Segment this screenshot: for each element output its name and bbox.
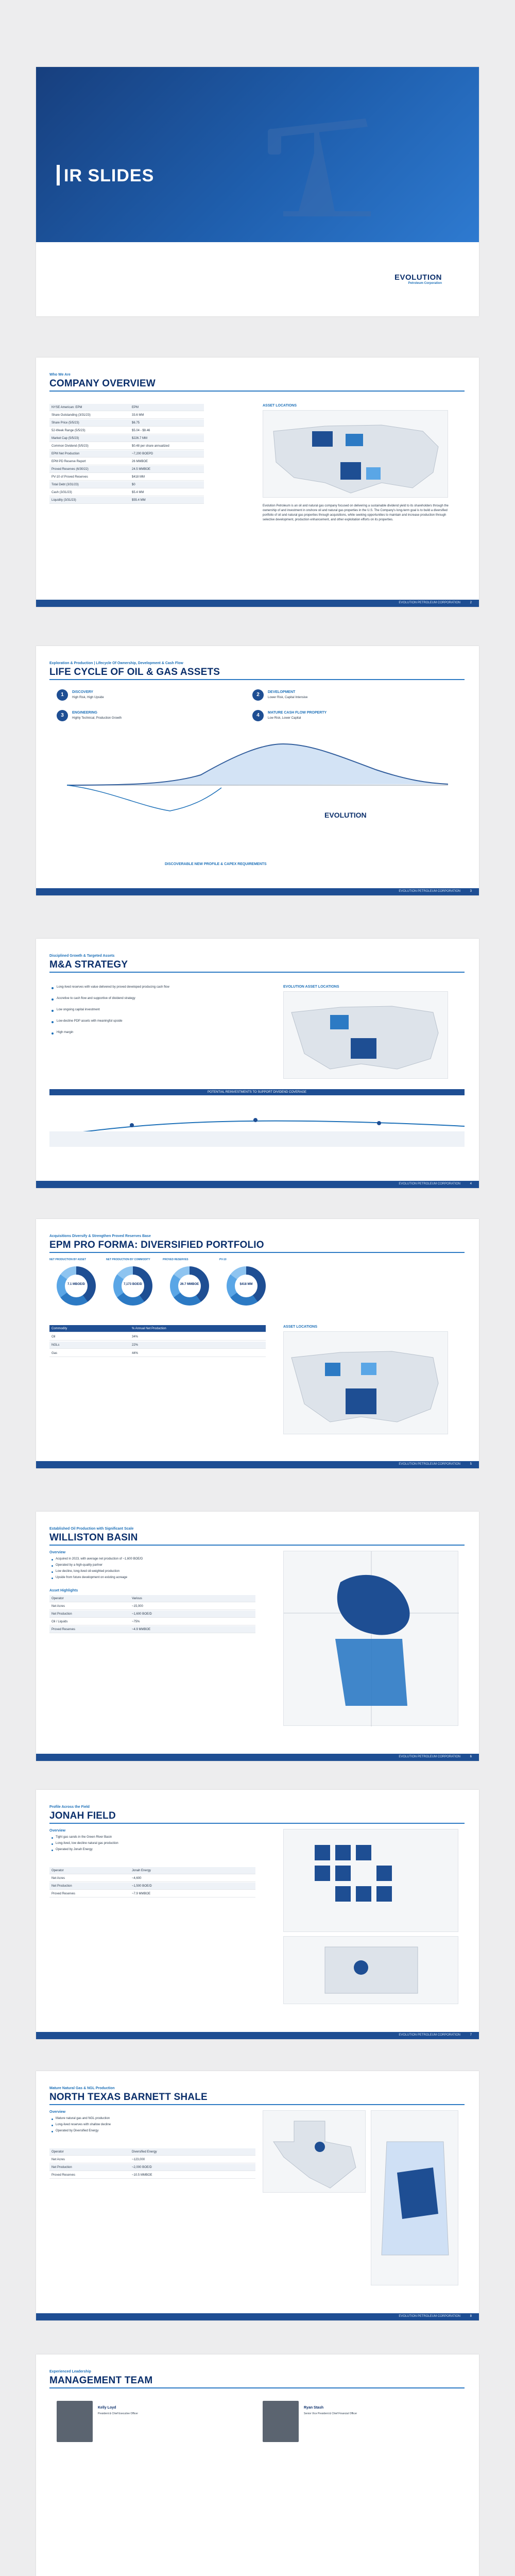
commodity-value: 22% [132, 1344, 139, 1347]
pro-forma-donut-hole [235, 1275, 258, 1297]
commodity-row [49, 1342, 266, 1349]
pro-forma-map [283, 1331, 448, 1434]
overview-row [49, 489, 204, 496]
slide-title: EPM PRO FORMA: DIVERSIFIED PORTFOLIO [49, 1240, 264, 1250]
overview-row-value: $55.4 MM [132, 499, 146, 502]
jonah-row-key: Proved Reserves [52, 1892, 76, 1895]
slide-kicker: Mature Natural Gas & NGL Production [49, 2087, 115, 2090]
overview-row-value: 26 MMBOE [132, 460, 148, 463]
overview-heading: Overview [49, 1829, 66, 1833]
williston-row [49, 1595, 255, 1602]
commodity-row [49, 1350, 266, 1357]
williston-row-key: Operator [52, 1597, 64, 1600]
management-photo [263, 2401, 299, 2442]
overview-row-key: Proved Reserves (6/30/22) [52, 468, 89, 471]
overview-row-key: Common Dividend (5/5/23) [52, 445, 89, 448]
williston-bullet: Operated by a high-quality partner [56, 1564, 103, 1567]
slide-kicker: Experienced Leadership [49, 2370, 91, 2374]
overview-heading: Overview [49, 1551, 66, 1554]
overview-row-key: EPM PD Reserve Report [52, 460, 86, 463]
pro-forma-label: NET PRODUCTION BY COMMODITY [106, 1258, 150, 1261]
slide-kicker: Exploration & Production | Lifecycle Of Ownership, Development & Cash Flow [49, 662, 183, 665]
barnett-row [49, 2156, 255, 2163]
williston-row [49, 1618, 255, 1625]
jonah-row-key: Net Acres [52, 1877, 65, 1880]
overview-row [49, 443, 204, 450]
pro-forma-label: PV-10 [219, 1258, 227, 1261]
cover-slide [36, 67, 479, 316]
chart-caption: DISCOVERABLE NEW PROFILE & CAPEX REQUIREMENTS [165, 862, 267, 866]
overview-row-key: PV-10 of Proved Reserves [52, 476, 88, 479]
slide-footer: EVOLUTION PETROLEUM CORPORATION 6 [36, 1754, 479, 1761]
barnett-row-value: ~10.5 MMBOE [132, 2174, 152, 2177]
mna-bullet: High margin [57, 1031, 74, 1034]
cover-title-accent [57, 165, 60, 185]
jonah-row-key: Operator [52, 1869, 64, 1872]
management-name: Kelly Loyd [98, 2406, 116, 2410]
bullet-dot [52, 1578, 53, 1579]
bullet-dot [52, 1010, 54, 1012]
pumpjack-silhouette [252, 98, 386, 222]
pro-forma-label: PROVED RESERVES [163, 1258, 188, 1261]
texas-map [263, 2110, 366, 2193]
mna-bullet: Long-lived reserves with value delivered by proved developed producing cash flow [57, 986, 169, 989]
jonah-row-value: Jonah Energy [132, 1869, 151, 1872]
commodity-value: 34% [132, 1335, 139, 1338]
jonah-row-value: ~4,600 [132, 1877, 142, 1880]
williston-row-value: Various [132, 1597, 142, 1600]
williston-map [283, 1551, 458, 1726]
management-role: President & Chief Executive Officer [98, 2412, 138, 2415]
bullet-dot [52, 1843, 53, 1845]
jonah-row-value: ~7.9 MMBOE [132, 1892, 151, 1895]
lifecycle-step-text: High Risk, High Upside [72, 696, 104, 699]
overview-row [49, 419, 204, 427]
slide-title: M&A STRATEGY [49, 959, 128, 970]
commodity-row [49, 1333, 266, 1341]
bullet-dot [52, 2125, 53, 2126]
bullet-dot [52, 1021, 54, 1023]
slide-pro-forma [36, 1219, 479, 1468]
bullet-dot [52, 998, 54, 1001]
jonah-row [49, 1875, 255, 1882]
lifecycle-step-heading: DISCOVERY [72, 690, 93, 694]
slide-title: COMPANY OVERVIEW [49, 378, 156, 389]
williston-bullet: Acquired in 2023, with average net production of ~1,600 BOE/D [56, 1557, 143, 1561]
slide-footer: EVOLUTION PETROLEUM CORPORATION 4 [36, 1181, 479, 1188]
title-bar [49, 972, 465, 973]
lifecycle-step-number: 3 [57, 710, 68, 721]
slide-footer: EVOLUTION PETROLEUM CORPORATION 7 [36, 2032, 479, 2039]
mna-bullet: Low ongoing capital investment [57, 1008, 100, 1011]
williston-row-key: Proved Reserves [52, 1628, 76, 1631]
slide-footer: EVOLUTION PETROLEUM CORPORATION 5 [36, 1461, 479, 1468]
slide-lifecycle [36, 646, 479, 895]
asset-highlights-heading: Asset Highlights [49, 1589, 78, 1592]
commodity-name: Gas [52, 1352, 58, 1355]
slide-kicker: Profile Across the Field [49, 1805, 90, 1809]
jonah-row-key: Net Production [52, 1885, 72, 1888]
commodity-name: Oil [52, 1335, 56, 1338]
slide-kicker: Disciplined Growth & Targeted Assets [49, 954, 115, 958]
bullet-dot [52, 1571, 53, 1573]
commodity-table-header [49, 1325, 266, 1332]
slide-title: NORTH TEXAS BARNETT SHALE [49, 2092, 208, 2103]
overview-row-key: Market Cap (5/5/23) [52, 437, 79, 440]
production-header: % Annual Net Production [132, 1327, 166, 1330]
pro-forma-map-label: ASSET LOCATIONS [283, 1325, 317, 1329]
management-photo [57, 2401, 93, 2442]
title-bar [49, 1545, 465, 1546]
jonah-state-map [283, 1936, 458, 2004]
overview-row-value: $5.04 - $9.46 [132, 429, 150, 432]
bullet-dot [52, 1559, 53, 1561]
lifecycle-step-number: 2 [252, 689, 264, 701]
overview-description: Evolution Petroleum is an oil and natural gas company focused on delivering a sustainable dividend yield to its shareholders through the ownership of and investment in onshore oil and natural gas properties in the U.S. The Company's long-term goal is to build a diversified portfolio of oil and natural gas properties through acquisitions, while seeking opportunities to maintain and increase production through selective development, production enhancement, and other exploitation efforts on its properties. [263, 504, 449, 521]
barnett-row [49, 2172, 255, 2179]
jonah-row [49, 1883, 255, 1890]
overview-row-value: 24.5 MMBOE [132, 468, 151, 471]
overview-row-key: Cash (3/31/23) [52, 491, 72, 494]
slide-title: JONAH FIELD [49, 1810, 116, 1821]
cover-title: IR SLIDES [64, 166, 154, 185]
slide-footer: EVOLUTION PETROLEUM CORPORATION 3 [36, 888, 479, 895]
overview-row-key: NYSE American: EPM [52, 406, 82, 409]
pro-forma-value: $418 MM [239, 1283, 253, 1286]
jonah-row-value: ~1,500 BOE/D [132, 1885, 152, 1888]
overview-row-key: 52-Week Range (5/5/23) [52, 429, 85, 432]
slide-barnett-shale [36, 2071, 479, 2320]
lifecycle-step-heading: DEVELOPMENT [268, 690, 296, 694]
jonah-field-map [283, 1829, 458, 1932]
pro-forma-donut-hole [178, 1275, 201, 1297]
williston-row-key: Oil / Liquids [52, 1620, 68, 1623]
williston-row [49, 1603, 255, 1610]
lifecycle-step-text: Low Risk, Lower Capital [268, 717, 301, 720]
slide-jonah-field [36, 1790, 479, 2039]
barnett-row-key: Operator [52, 2150, 64, 2154]
overview-row-value: $5.4 MM [132, 491, 144, 494]
bullet-dot [52, 1850, 53, 1851]
slide-management-team [36, 2354, 479, 2576]
pro-forma-donut-hole [65, 1275, 88, 1297]
williston-row [49, 1626, 255, 1633]
bullet-dot [52, 1565, 53, 1567]
overview-row [49, 473, 204, 481]
overview-row-key: Total Debt (3/31/23) [52, 483, 79, 486]
jonah-row [49, 1890, 255, 1897]
bullet-dot [52, 2119, 53, 2120]
bullet-dot [52, 1837, 53, 1839]
williston-row-value: ~75% [132, 1620, 140, 1623]
overview-row-value: $226.7 MM [132, 437, 148, 440]
williston-row-value: ~15,000 [132, 1605, 143, 1608]
barnett-row [49, 2148, 255, 2156]
slide-mna-strategy [36, 939, 479, 1188]
overview-row [49, 466, 204, 473]
overview-row-value: $0 [132, 483, 135, 486]
overview-row-value: $6.75 [132, 421, 140, 425]
barnett-row-key: Net Acres [52, 2158, 65, 2161]
overview-heading: Overview [49, 2110, 66, 2114]
barnett-row-key: Proved Reserves [52, 2174, 76, 2177]
lifecycle-logo: EVOLUTION [324, 811, 367, 819]
lifecycle-step-text: Highly Technical, Production Growth [72, 717, 122, 720]
overview-row-value: EPM [132, 406, 139, 409]
asset-locations-label: ASSET LOCATIONS [263, 404, 297, 408]
mna-us-map [283, 991, 448, 1079]
williston-row-key: Net Acres [52, 1605, 65, 1608]
overview-row [49, 427, 204, 434]
title-bar [49, 2387, 465, 2388]
jonah-bullet: Long-lived, low decline natural gas production [56, 1842, 118, 1845]
barnett-row-value: ~2,000 BOE/D [132, 2166, 152, 2169]
slide-kicker: Established Oil Production with Significant Scale [49, 1527, 134, 1531]
title-bar [49, 1823, 465, 1824]
reinvestment-timeline [49, 1100, 465, 1147]
lifecycle-step-heading: ENGINEERING [72, 711, 98, 715]
williston-row-value: ~4.9 MMBOE [132, 1628, 151, 1631]
barnett-county-map [371, 2110, 458, 2285]
bullet-dot [52, 2131, 53, 2132]
overview-row [49, 435, 204, 442]
evolution-asset-locations-label: EVOLUTION ASSET LOCATIONS [283, 985, 339, 989]
overview-row-key: Share Outstanding (3/31/23) [52, 414, 91, 417]
commodity-header: Commodity [52, 1327, 67, 1330]
slide-title: WILLISTON BASIN [49, 1532, 138, 1543]
overview-row-key: Liquidity (3/31/23) [52, 499, 76, 502]
jonah-bullet: Operated by Jonah Energy [56, 1848, 93, 1851]
commodity-value: 44% [132, 1352, 139, 1355]
williston-row-key: Net Production [52, 1613, 72, 1616]
mna-bullet: Low-decline PDP assets with meaningful upside [57, 1020, 123, 1023]
slide-company-overview [36, 358, 479, 607]
bullet-dot [52, 1032, 54, 1035]
overview-row-value: $418 MM [132, 476, 145, 479]
overview-row [49, 497, 204, 504]
slide-title: LIFE CYCLE OF OIL & GAS ASSETS [49, 667, 220, 677]
jonah-bullet: Tight gas sands in the Green River Basin [56, 1836, 112, 1839]
management-role: Senior Vice President & Chief Financial Officer [304, 2412, 357, 2415]
pro-forma-value: 26.7 MMBOE [180, 1283, 199, 1286]
barnett-bullet: Mature natural gas and NGL production [56, 2117, 110, 2120]
slide-title: MANAGEMENT TEAM [49, 2375, 153, 2386]
lifecycle-step-heading: MATURE CASH FLOW PROPERTY [268, 711, 327, 715]
overview-row-key: Share Price (5/5/23) [52, 421, 79, 425]
title-bar [49, 1252, 465, 1253]
williston-bullet: Upside from future development on existing acreage [56, 1576, 128, 1579]
timeline-banner: POTENTIAL REINVESTMENTS TO SUPPORT DIVIDEND COVERAGE [49, 1089, 465, 1095]
pro-forma-label: NET PRODUCTION BY ASSET [49, 1258, 87, 1261]
overview-row [49, 458, 204, 465]
overview-row [49, 404, 204, 411]
barnett-bullet: Operated by Diversified Energy [56, 2129, 99, 2132]
williston-bullet: Low decline, long-lived oil-weighted production [56, 1570, 120, 1573]
title-bar [49, 679, 465, 680]
overview-row [49, 450, 204, 457]
williston-row-value: ~1,600 BOE/D [132, 1613, 152, 1616]
overview-row-value: $0.48 per share annualized [132, 445, 169, 448]
cover-logo: EVOLUTION Petroleum Corporation [394, 273, 442, 285]
barnett-row [49, 2164, 255, 2171]
overview-row-value: ~7,200 BOEPD [132, 452, 153, 455]
lifecycle-step-number: 4 [252, 710, 264, 721]
mna-bullet: Accretive to cash flow and supportive of dividend strategy [57, 997, 135, 1000]
pro-forma-value: 7.1 MBOE/D [67, 1283, 85, 1286]
slide-kicker: Who We Are [49, 373, 71, 377]
management-name: Ryan Stash [304, 2406, 324, 2410]
barnett-row-value: ~123,000 [132, 2158, 145, 2161]
slide-footer: EVOLUTION PETROLEUM CORPORATION 2 [36, 600, 479, 607]
slide-williston-basin [36, 1512, 479, 1761]
lifecycle-curve-chart [67, 734, 448, 821]
barnett-row-key: Net Production [52, 2166, 72, 2169]
overview-row [49, 481, 204, 488]
lifecycle-step-number: 1 [57, 689, 68, 701]
jonah-row [49, 1867, 255, 1874]
pro-forma-value: 7,173 BOE/D [124, 1283, 142, 1286]
overview-row-value: 33.6 MM [132, 414, 144, 417]
slide-footer: EVOLUTION PETROLEUM CORPORATION 8 [36, 2313, 479, 2320]
pro-forma-donut-hole [122, 1275, 144, 1297]
lifecycle-step-text: Lower Risk, Capital Intensive [268, 696, 308, 699]
overview-row [49, 412, 204, 419]
barnett-row-value: Diversified Energy [132, 2150, 157, 2154]
barnett-bullet: Long-lived reserves with shallow decline [56, 2123, 111, 2126]
williston-row [49, 1611, 255, 1618]
us-map [263, 410, 448, 498]
title-bar [49, 391, 465, 392]
commodity-name: NGLs [52, 1344, 60, 1347]
title-bar [49, 2104, 465, 2105]
overview-row-key: EPM Net Production [52, 452, 80, 455]
slide-kicker: Acquisitions Diversify & Strengthen Proved Reserves Base [49, 1234, 151, 1238]
bullet-dot [52, 987, 54, 989]
